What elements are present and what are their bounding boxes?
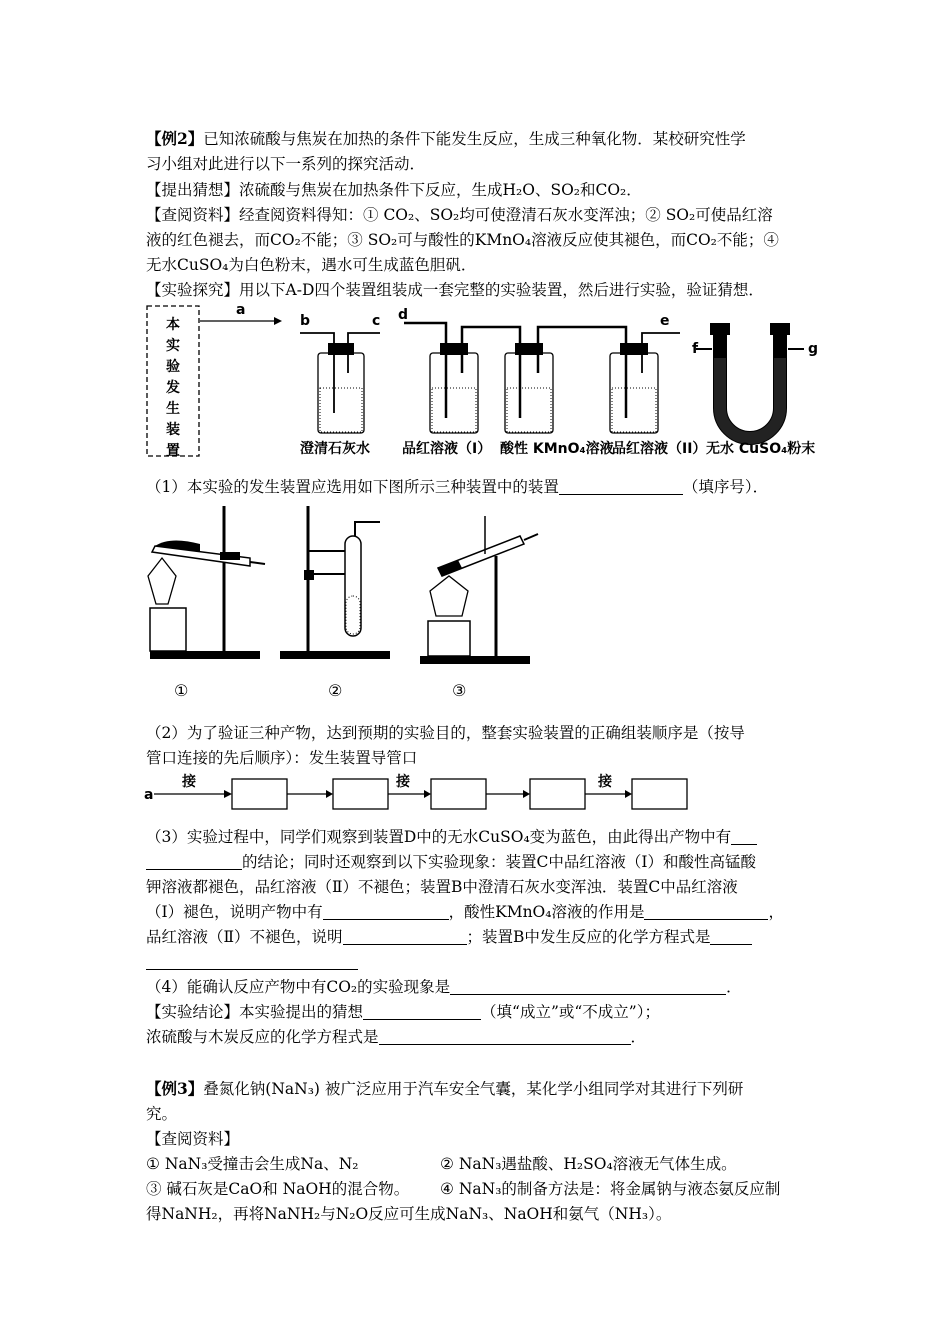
ex3-line1: 【例3】叠氮化钠(NaN₃) 被广泛应用于汽车安全气囊，某化学小组同学对其进行下列研 (146, 1079, 744, 1098)
ex2-ref1: 【查阅资料】经查阅资料得知：① CO₂、SO₂均可使澄清石灰水变浑浊；② SO₂可使品红溶 (146, 206, 773, 224)
gen-label-char: 验 (166, 359, 180, 375)
apparatus-1 (148, 506, 265, 659)
ex3-r2: ② NaN₃遇盐酸、H₂SO₄溶液无气体生成。 (440, 1155, 737, 1173)
conclusion-equation: 浓硫酸与木炭反应的化学方程式是 ． (146, 1028, 647, 1046)
blank-box-2[interactable] (333, 779, 388, 809)
label-d: d (398, 307, 409, 323)
label-b: b (300, 313, 311, 329)
label-cuso4: 无水 CuSO₄粉末 (706, 441, 816, 457)
gen-label (165, 316, 180, 459)
ex2-guess: 【提出猜想】浓硫酸与焦炭在加热条件下反应，生成H₂O、SO₂和CO₂． (146, 181, 642, 199)
label-g: g (808, 341, 819, 357)
gen-label-char: 生 (166, 401, 180, 417)
label-a: a (236, 303, 246, 318)
q4: （4）能确认反应产物中有CO₂的实验现象是 ． (146, 978, 742, 996)
q3-line5: 品红溶液（Ⅱ）不褪色，说明 ；装置B中发生反应的化学方程式是 (146, 926, 752, 948)
u-tube-d (692, 323, 818, 438)
ex3-r5: 得NaNH₂，再将NaNH₂与N₂O反应可生成NaN₃、NaOH和氨气（NH₃）。 (146, 1205, 672, 1223)
apparatus-2 (280, 506, 390, 659)
blank-box-3[interactable] (431, 779, 486, 809)
gen-label-char: 发 (166, 380, 180, 396)
blank-box-1[interactable] (232, 779, 287, 809)
blank-box-4[interactable] (530, 779, 585, 809)
connect-label-2: 接 (396, 774, 410, 790)
ex3-line2: 究。 (146, 1105, 178, 1123)
ex3-r4: ④ NaN₃的制备方法是：将金属钠与液态氨反应制 (440, 1180, 781, 1198)
apparatus-3 (420, 516, 538, 664)
ex3-ref-head: 【查阅资料】 (146, 1130, 240, 1148)
q3-blank-4[interactable] (343, 928, 467, 945)
gen-label-char: 装 (166, 422, 180, 438)
q1-blank[interactable] (559, 478, 683, 495)
fig-number-1: ① (174, 681, 189, 700)
q3-blank-1a[interactable] (731, 828, 757, 845)
q3-line1: （3）实验过程中，同学们观察到装置D中的无水CuSO₄变为蓝色，由此得出产物中有 (146, 826, 757, 848)
generator-options (140, 496, 560, 706)
q3-blank-1b[interactable] (146, 853, 242, 870)
label-pinkred-2: 品红溶液（II） (612, 441, 707, 457)
ex3-r1: ① NaN₃受撞击会生成Na、N₂ (146, 1155, 359, 1173)
ex2-ref3: 无水CuSO₄为白色粉末，遇水可生成蓝色胆矾． (146, 256, 477, 274)
bottle-b (300, 313, 380, 433)
q3-blank-3[interactable] (644, 903, 768, 920)
equation-blank[interactable] (379, 1028, 631, 1045)
q3-line6 (146, 951, 358, 973)
blank-box-5[interactable] (632, 779, 687, 809)
q4-blank[interactable] (450, 978, 726, 995)
ex3-r3: ③ 碱石灰是CaO和 NaOH的混合物。 (146, 1180, 410, 1198)
ex3-head: 【例3】 (146, 1079, 204, 1098)
connect-label-1: 接 (182, 774, 196, 790)
fig-number-3: ③ (452, 681, 467, 700)
q3-line4: （Ⅰ）褪色，说明产物中有 ，酸性KMnO₄溶液的作用是 ， (146, 903, 784, 921)
conclusion: 【实验结论】本实验提出的猜想 （填“成立”或“不成立”）； (146, 1003, 660, 1021)
ex2-head: 【例2】 (146, 129, 204, 148)
label-e: e (660, 313, 670, 329)
q2-line1: （2）为了验证三种产物，达到预期的实验目的，整套实验装置的正确组装顺序是（按导 (146, 724, 745, 742)
bottle-group-c (398, 307, 680, 433)
fig-number-2: ② (328, 681, 343, 700)
flow-diagram (140, 770, 700, 820)
flow-start-a: a (144, 787, 154, 803)
apparatus-diagram (140, 303, 860, 463)
q3-blank-2[interactable] (323, 903, 449, 920)
q1: （1）本实验的发生装置应选用如下图所示三种装置中的装置 （填序号）． (146, 478, 769, 496)
q3-blank-5b[interactable] (146, 953, 358, 970)
label-pinkred-1: 品红溶液（I） (402, 441, 492, 457)
connect-label-3: 接 (598, 774, 612, 790)
q3-line3: 钾溶液都褪色，品红溶液（Ⅱ）不褪色；装置B中澄清石灰水变浑浊．装置C中品红溶液 (146, 878, 738, 896)
gen-label-char: 置 (166, 443, 180, 459)
q3-blank-5a[interactable] (710, 928, 752, 945)
ex2-ref2: 液的红色褪去，而CO₂不能；③ SO₂可与酸性的KMnO₄溶液反应使其褪色，而CO₂不能；④ (146, 231, 779, 249)
label-f: f (692, 341, 699, 357)
label-c: c (372, 313, 381, 329)
ex2-line1: 【例2】已知浓硫酸与焦炭在加热的条件下能发生反应，生成三种氧化物．某校研究性学 (146, 129, 746, 148)
conclusion-blank[interactable] (363, 1003, 481, 1020)
ex2-line2: 习小组对此进行以下一系列的探究活动． (146, 155, 426, 173)
q3-line2: 的结论；同时还观察到以下实验现象：装置C中品红溶液（Ⅰ）和酸性高锰酸 (146, 851, 756, 873)
gen-label-char: 本 (166, 317, 180, 333)
label-limewater: 澄清石灰水 (300, 441, 370, 457)
gen-label-char: 实 (166, 338, 180, 354)
label-kmno4: 酸性 KMnO₄溶液 (500, 441, 614, 457)
ex2-exp: 【实验探究】用以下A-D四个装置组装成一套完整的实验装置，然后进行实验，验证猜想． (146, 281, 764, 299)
q2-line2: 管口连接的先后顺序）：发生装置导管口 (146, 749, 418, 767)
